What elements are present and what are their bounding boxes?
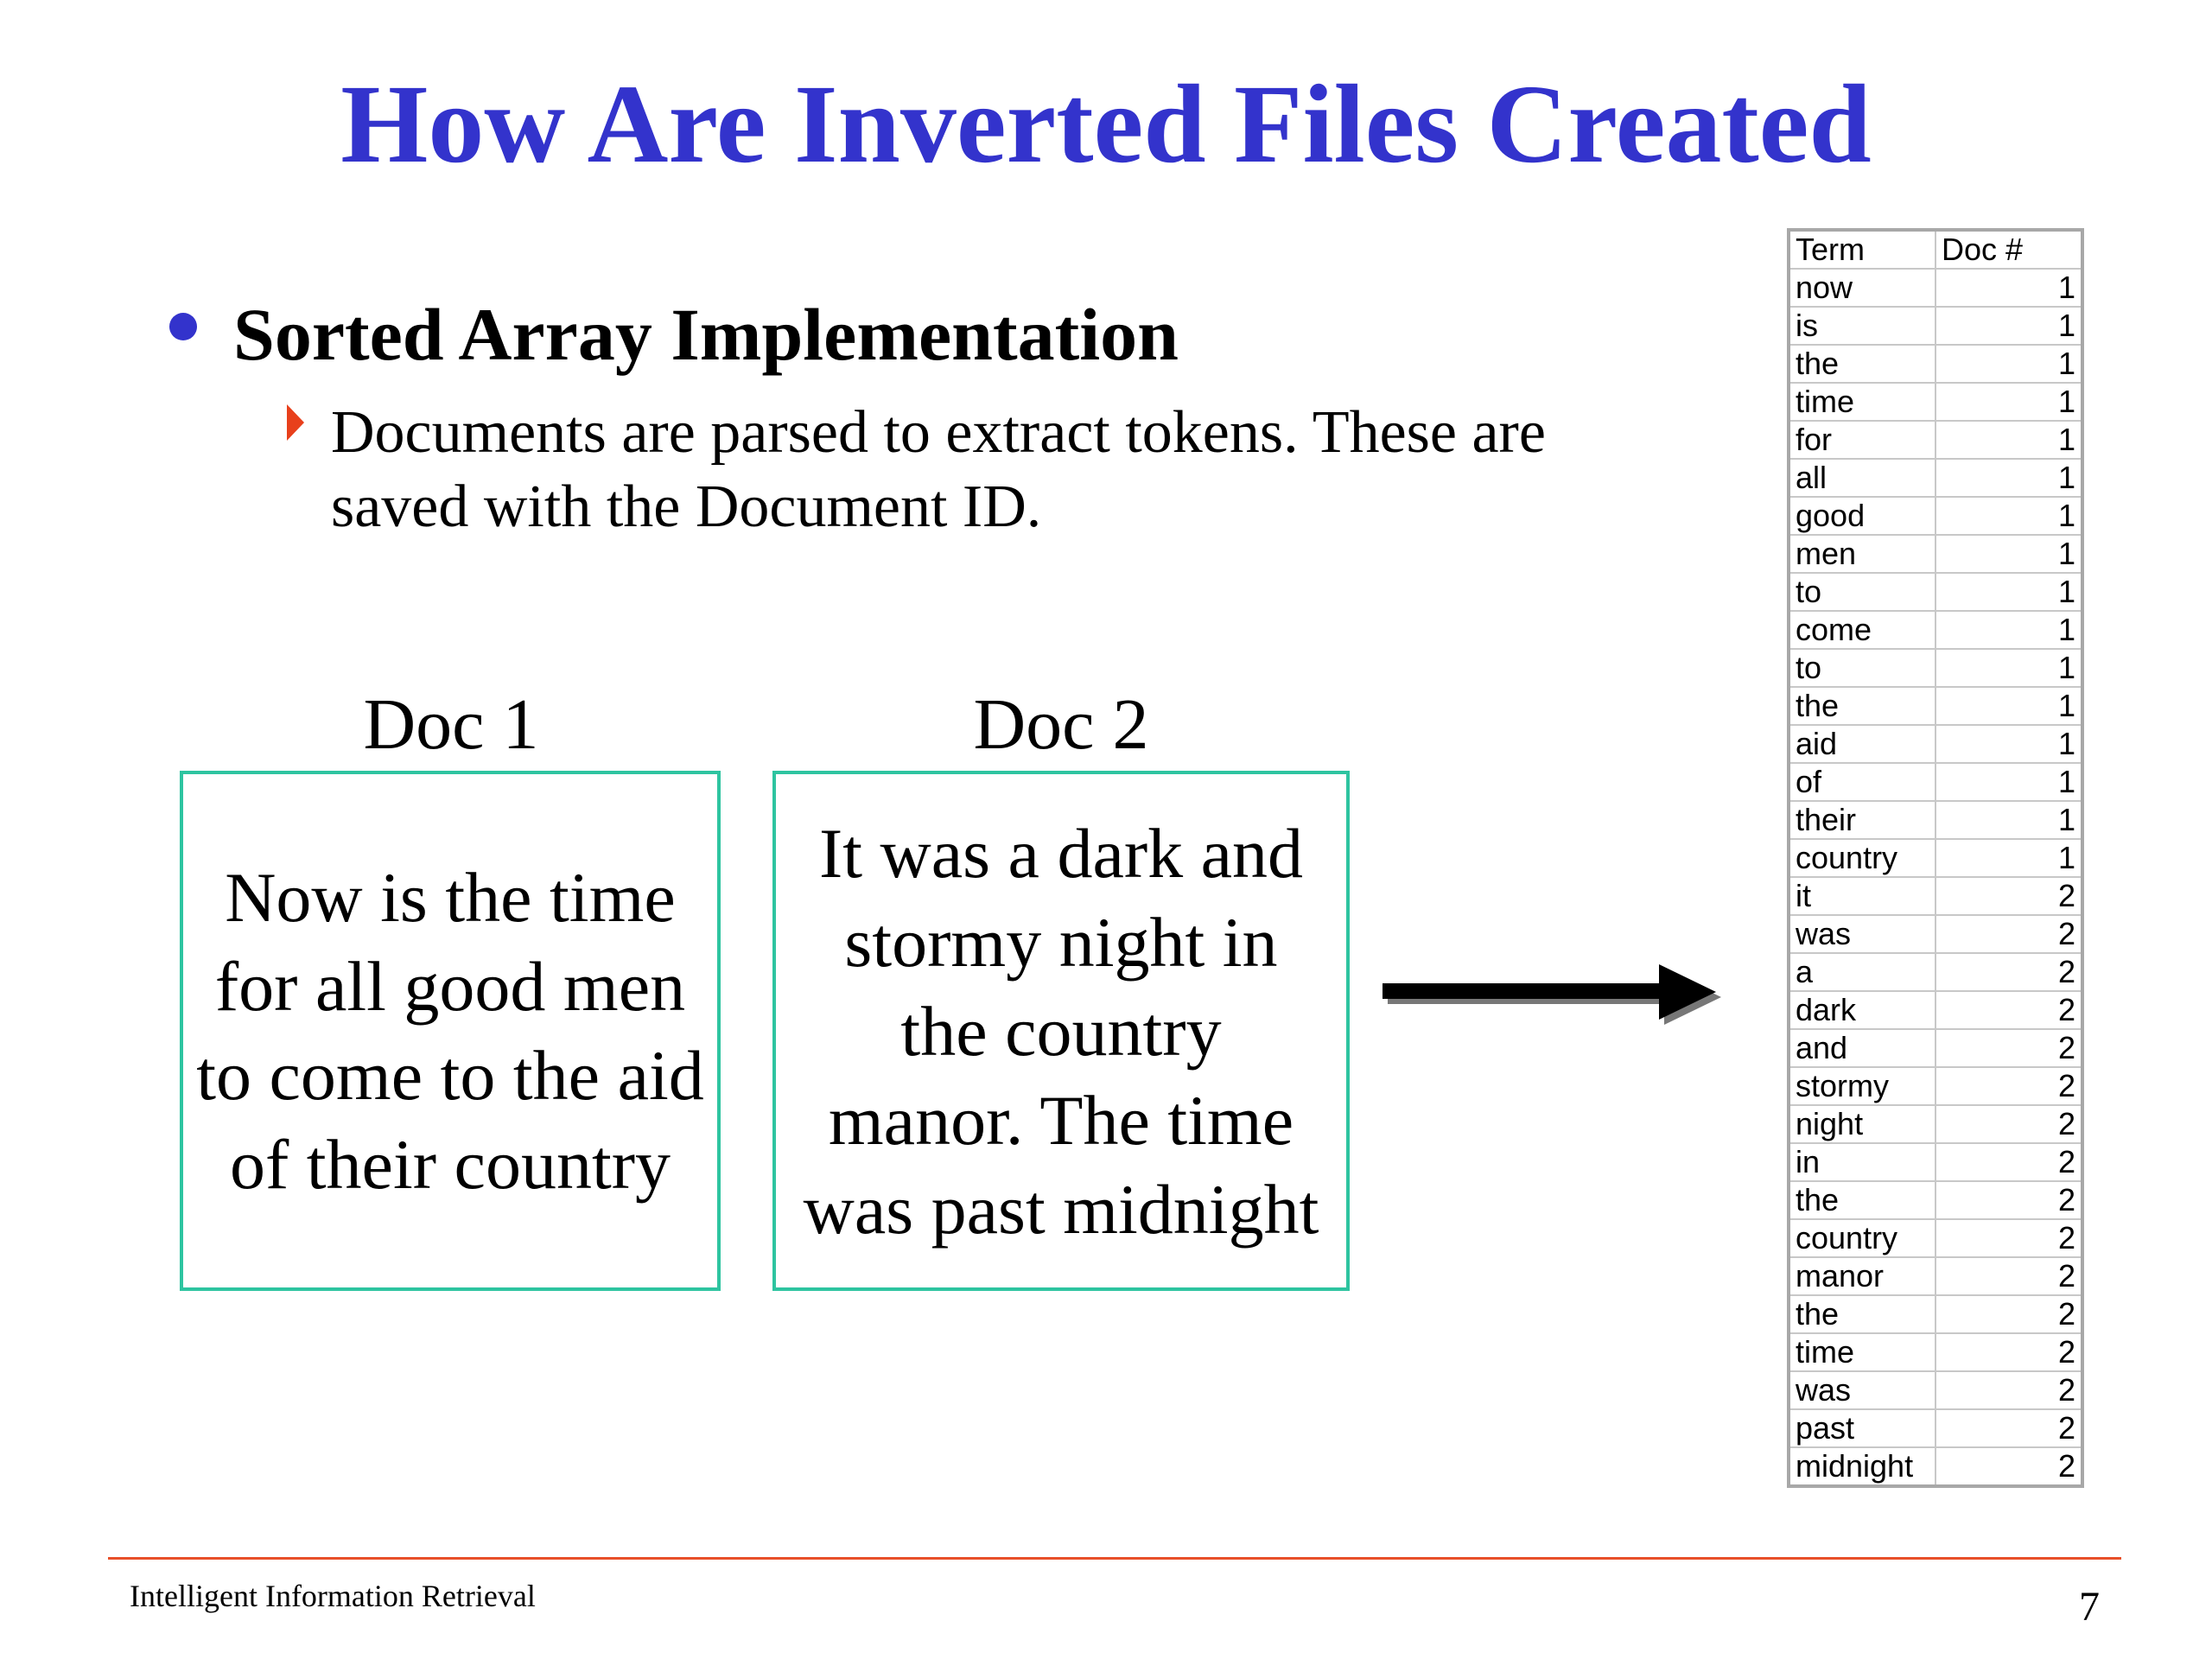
doc-number-cell: 2	[1936, 953, 2082, 991]
table-row	[1789, 763, 2082, 801]
term-cell: of	[1789, 763, 1936, 801]
doc-number-cell: 2	[1936, 915, 2082, 953]
table-row	[1789, 725, 2082, 763]
table-row	[1789, 991, 2082, 1029]
doc-number-cell: 1	[1936, 573, 2082, 611]
footer-course-title: Intelligent Information Retrieval	[130, 1579, 536, 1613]
term-cell: time	[1789, 383, 1936, 421]
term-cell: to	[1789, 649, 1936, 687]
term-cell: was	[1789, 915, 1936, 953]
doc-number-cell: 2	[1936, 1447, 2082, 1486]
term-cell: the	[1789, 1295, 1936, 1333]
page-number: 7	[2079, 1584, 2100, 1630]
doc-number-cell: 1	[1936, 649, 2082, 687]
doc-number-cell: 1	[1936, 687, 2082, 725]
table-row	[1789, 269, 2082, 307]
table-row	[1789, 1105, 2082, 1143]
table-row	[1789, 611, 2082, 649]
table-row	[1789, 1409, 2082, 1447]
term-cell: the	[1789, 1181, 1936, 1219]
table-row	[1789, 649, 2082, 687]
table-row	[1789, 953, 2082, 991]
table-row	[1789, 839, 2082, 877]
table-row	[1789, 345, 2082, 383]
term-cell: come	[1789, 611, 1936, 649]
table-row	[1789, 497, 2082, 535]
doc-number-cell: 1	[1936, 497, 2082, 535]
table-row	[1789, 801, 2082, 839]
term-cell: good	[1789, 497, 1936, 535]
doc-number-cell: 2	[1936, 1333, 2082, 1371]
term-cell: the	[1789, 687, 1936, 725]
table-row	[1789, 877, 2082, 915]
term-cell: all	[1789, 459, 1936, 497]
term-cell: and	[1789, 1029, 1936, 1067]
header-doc-number: Doc #	[1936, 230, 2082, 269]
doc2-box	[772, 771, 1350, 1291]
doc-number-cell: 2	[1936, 1067, 2082, 1105]
term-cell: for	[1789, 421, 1936, 459]
doc-number-cell: 2	[1936, 1409, 2082, 1447]
sub-bullet-arrow-icon	[287, 404, 304, 441]
table-row	[1789, 1333, 2082, 1371]
table-row	[1789, 459, 2082, 497]
doc-number-cell: 1	[1936, 801, 2082, 839]
term-cell: night	[1789, 1105, 1936, 1143]
table-header-row	[1789, 230, 2082, 269]
doc-number-cell: 1	[1936, 535, 2082, 573]
term-cell: country	[1789, 1219, 1936, 1257]
bullet-heading: Sorted Array Implementation	[233, 293, 1179, 376]
term-cell: a	[1789, 953, 1936, 991]
doc-number-cell: 2	[1936, 1257, 2082, 1295]
doc-number-cell: 1	[1936, 345, 2082, 383]
term-cell: to	[1789, 573, 1936, 611]
table-row	[1789, 1371, 2082, 1409]
term-cell: now	[1789, 269, 1936, 307]
doc-number-cell: 1	[1936, 459, 2082, 497]
header-term: Term	[1789, 230, 1936, 269]
doc2-label: Doc 2	[973, 684, 1149, 765]
doc-number-cell: 2	[1936, 877, 2082, 915]
doc-number-cell: 2	[1936, 1295, 2082, 1333]
table-row	[1789, 535, 2082, 573]
doc-number-cell: 2	[1936, 1029, 2082, 1067]
term-cell: past	[1789, 1409, 1936, 1447]
doc-number-cell: 1	[1936, 839, 2082, 877]
term-cell: the	[1789, 345, 1936, 383]
term-cell: dark	[1789, 991, 1936, 1029]
doc-number-cell: 1	[1936, 269, 2082, 307]
bullet-dot-icon	[169, 313, 197, 340]
term-cell: aid	[1789, 725, 1936, 763]
table-row	[1789, 1447, 2082, 1486]
table-body	[1789, 269, 2082, 1486]
table-row	[1789, 687, 2082, 725]
doc-number-cell: 2	[1936, 1105, 2082, 1143]
table-row	[1789, 1067, 2082, 1105]
doc1-label: Doc 1	[363, 684, 539, 765]
doc-number-cell: 1	[1936, 421, 2082, 459]
table-row	[1789, 573, 2082, 611]
footer-divider	[108, 1557, 2121, 1560]
table-row	[1789, 1029, 2082, 1067]
table-row	[1789, 307, 2082, 345]
table-row	[1789, 1143, 2082, 1181]
term-cell: time	[1789, 1333, 1936, 1371]
term-cell: in	[1789, 1143, 1936, 1181]
term-cell: their	[1789, 801, 1936, 839]
table-row	[1789, 383, 2082, 421]
doc-number-cell: 2	[1936, 1371, 2082, 1409]
table-row	[1789, 421, 2082, 459]
doc-number-cell: 1	[1936, 307, 2082, 345]
right-arrow-icon	[1382, 959, 1728, 1028]
term-cell: men	[1789, 535, 1936, 573]
term-doc-table	[1787, 228, 2084, 1488]
doc-number-cell: 2	[1936, 1181, 2082, 1219]
term-cell: midnight	[1789, 1447, 1936, 1486]
doc-number-cell: 1	[1936, 725, 2082, 763]
doc-number-cell: 2	[1936, 1219, 2082, 1257]
doc-number-cell: 1	[1936, 611, 2082, 649]
doc-number-cell: 2	[1936, 991, 2082, 1029]
term-cell: was	[1789, 1371, 1936, 1409]
table-row	[1789, 915, 2082, 953]
doc1-box	[180, 771, 721, 1291]
term-cell: is	[1789, 307, 1936, 345]
doc2-text: It was a dark and stormy night in the country manor. The time was past midnight	[803, 813, 1319, 1249]
doc-number-cell: 1	[1936, 383, 2082, 421]
term-cell: it	[1789, 877, 1936, 915]
table-row	[1789, 1257, 2082, 1295]
term-cell: stormy	[1789, 1067, 1936, 1105]
doc1-text: Now is the time for all good men to come to the aid of their country	[196, 858, 704, 1204]
table-row	[1789, 1295, 2082, 1333]
slide-title: How Are Inverted Files Created	[340, 62, 1872, 187]
table-row	[1789, 1219, 2082, 1257]
doc-number-cell: 1	[1936, 763, 2082, 801]
term-cell: manor	[1789, 1257, 1936, 1295]
sub-bullet-text: Documents are parsed to extract tokens. These are saved with the Document ID.	[331, 399, 1546, 540]
term-cell: country	[1789, 839, 1936, 877]
doc-number-cell: 2	[1936, 1143, 2082, 1181]
table-row	[1789, 1181, 2082, 1219]
